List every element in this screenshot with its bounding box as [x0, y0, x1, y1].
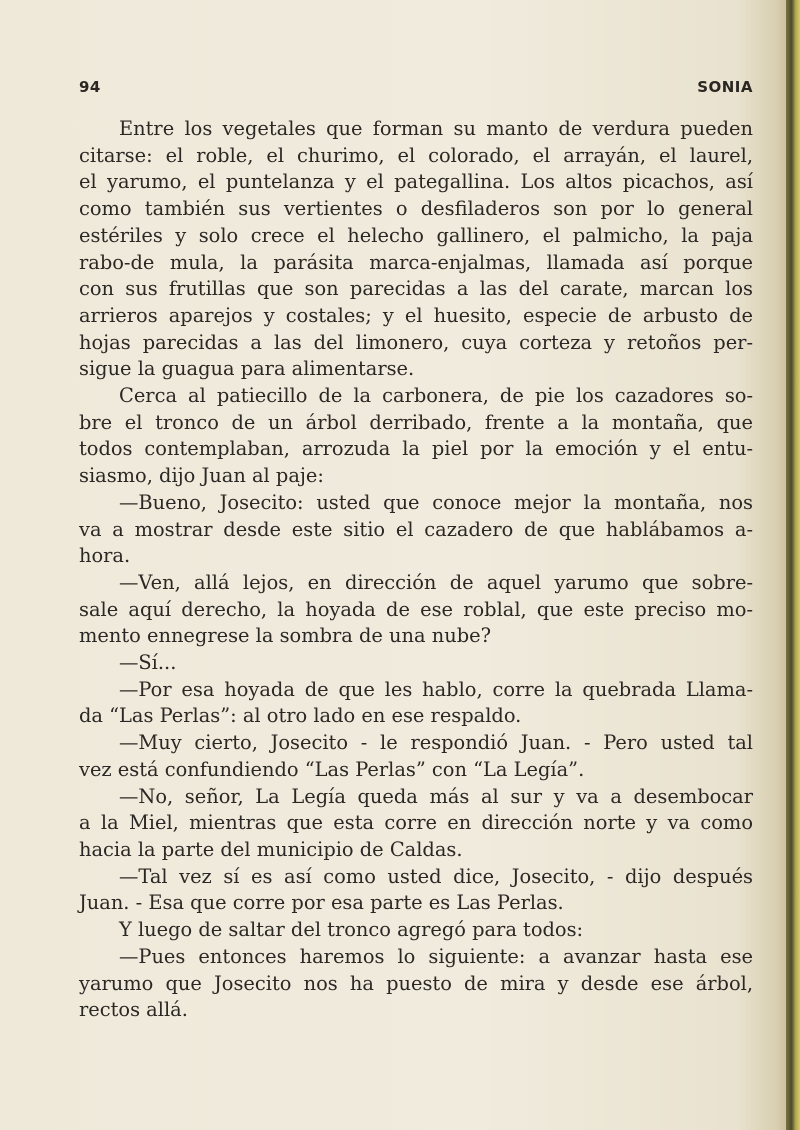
text-line: siasmo, dijo Juan al paje:: [79, 464, 324, 488]
text-line: como también sus vertientes o desfiladeros son por lo general: [79, 197, 753, 221]
paragraph: [79, 570, 753, 650]
page-header: [79, 78, 753, 100]
text-line: —Por esa hoyada de que les hablo, corre la quebrada Llama-: [119, 677, 753, 701]
text-line: hora.: [79, 544, 131, 568]
paragraph: [79, 784, 753, 864]
text-line: rectos allá.: [79, 998, 188, 1022]
text-line: —Tal vez sí es así como usted dice, Josecito, - dijo después: [119, 864, 753, 888]
text-line: —Ven, allá lejos, en dirección de aquel yarumo que sobre-: [119, 570, 753, 594]
paragraph: [79, 944, 753, 1024]
text-line: hacia la parte del municipio de Caldas.: [79, 837, 463, 861]
text-line: arrieros aparejos y costales; y el huesito, especie de arbusto de: [79, 303, 753, 327]
text-line: rabo-de mula, la parásita marca-enjalmas, llamada así porque: [79, 250, 753, 274]
running-title: SONIA: [697, 78, 753, 96]
page-number: 94: [79, 78, 101, 96]
text-line: —Bueno, Josecito: usted que conoce mejor la montaña, nos: [119, 490, 753, 514]
text-line: vez está confundiendo “Las Perlas” con “La Legía”.: [79, 757, 585, 781]
text-line: da “Las Perlas”: al otro lado en ese respaldo.: [79, 704, 522, 728]
paragraph: [79, 650, 753, 677]
text-line: Y luego de saltar del tronco agregó para todos:: [119, 918, 584, 942]
text-line: yarumo que Josecito nos ha puesto de mira y desde ese árbol,: [79, 971, 753, 995]
text-line: Cerca al patiecillo de la carbonera, de pie los cazadores so-: [119, 384, 753, 408]
text-line: —Sí...: [119, 651, 177, 675]
text-line: a la Miel, mientras que esta corre en dirección norte y va como: [79, 811, 753, 835]
text-line: sigue la guagua para alimentarse.: [79, 357, 415, 381]
paragraph: [79, 490, 753, 570]
text-line: mento ennegrese la sombra de una nube?: [79, 624, 492, 648]
text-line: Juan. - Esa que corre por esa parte es Las Perlas.: [79, 891, 564, 915]
paragraph: [79, 677, 753, 730]
text-line: —Pues entonces haremos lo siguiente: a avanzar hasta ese: [119, 944, 753, 968]
paragraph: [79, 917, 753, 944]
paragraph: [79, 730, 753, 783]
text-line: con sus frutillas que son parecidas a las del carate, marcan los: [79, 277, 753, 301]
text-line: estériles y solo crece el helecho gallinero, el palmicho, la paja: [79, 223, 753, 247]
paragraph: [79, 116, 753, 383]
text-line: bre el tronco de un árbol derribado, frente a la montaña, que: [79, 410, 753, 434]
page-edge-binding: [786, 0, 800, 1130]
paragraph: [79, 383, 753, 490]
text-line: va a mostrar desde este sitio el cazadero de que hablábamos a-: [79, 517, 753, 541]
body-text: [79, 116, 753, 1024]
text-line: Entre los vegetales que forman su manto de verdura pueden: [119, 117, 753, 140]
text-line: todos contemplaban, arrozuda la piel por la emoción y el entu-: [79, 437, 753, 461]
text-line: —Muy cierto, Josecito - le respondió Juan. - Pero usted tal: [119, 731, 753, 755]
text-line: hojas parecidas a las del limonero, cuya corteza y retoños per-: [79, 330, 753, 354]
text-line: —No, señor, La Legía queda más al sur y va a desembocar: [119, 784, 753, 808]
paragraph: [79, 864, 753, 917]
text-line: sale aquí derecho, la hoyada de ese roblal, que este preciso mo-: [79, 597, 753, 621]
text-line: citarse: el roble, el churimo, el colorado, el arrayán, el laurel,: [79, 143, 753, 167]
text-line: el yarumo, el puntelanza y el pategallina. Los altos picachos, así: [79, 170, 753, 194]
